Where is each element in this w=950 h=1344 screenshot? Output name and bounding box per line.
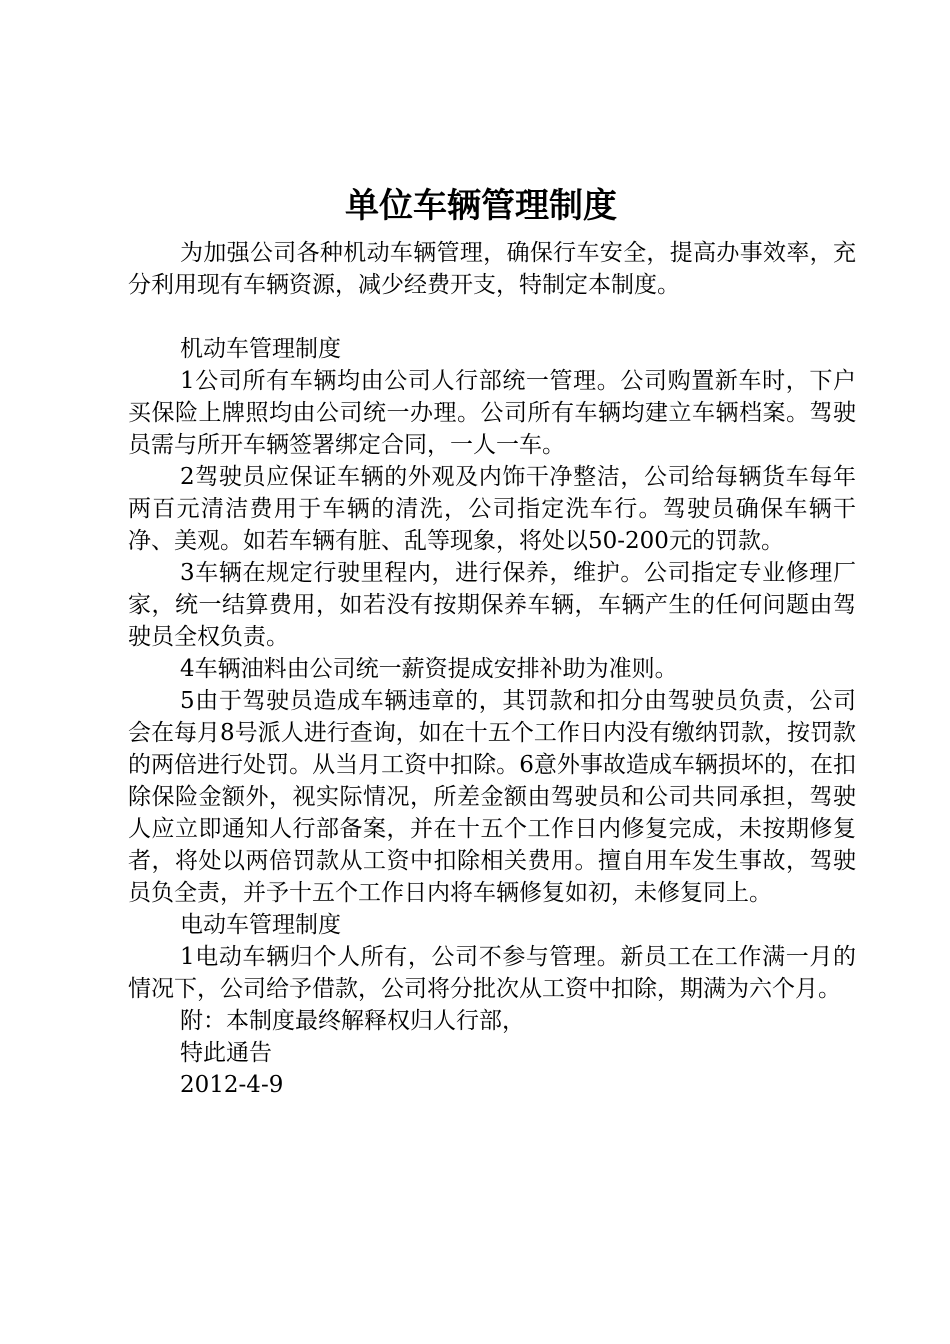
electric-rule-paragraph-1: 1电动车辆归个人所有，公司不参与管理。新员工在工作满一月的情况下，公司给予借款，公司将分批次从工资中扣除，期满为六个月。 <box>128 944 856 1002</box>
blank-line <box>128 301 856 333</box>
intro-paragraph: 为加强公司各种机动车辆管理，确保行车安全，提高办事效率，充分利用现有车辆资源，减少经费开支，特制定本制度。 <box>128 240 856 298</box>
section-heading-electric-vehicle: 电动车管理制度 <box>180 912 341 938</box>
section-heading-motor-vehicle: 机动车管理制度 <box>180 336 341 362</box>
rule-paragraph-1: 1公司所有车辆均由公司人行部统一管理。公司购置新车时，下户买保险上牌照均由公司统一办理。公司所有车辆均建立车辆档案。驾驶员需与所开车辆签署绑定合同，一人一车。 <box>128 368 856 458</box>
rule-paragraph-5-6: 5由于驾驶员造成车辆违章的，其罚款和扣分由驾驶员负责，公司会在每月8号派人进行查询，如在十五个工作日内没有缴纳罚款，按罚款的两倍进行处罚。从当月工资中扣除。6意外事故造成车辆损坏的，在扣除保险金额外，视实际情况，所差金额由驾驶员和公司共同承担，驾驶人应立即通知人行部备案，并在十五个工作日内修复完成，未按期修复者，将处以两倍罚款从工资中扣除相关费用。擅自用车发生事故，驾驶员负全责，并予十五个工作日内将车辆修复如初，未修复同上。 <box>128 688 856 906</box>
rule-paragraph-2: 2驾驶员应保证车辆的外观及内饰干净整洁，公司给每辆货车每年两百元清洁费用于车辆的清洗，公司指定洗车行。驾驶员确保车辆干净、美观。如若车辆有脏、乱等现象，将处以50-200元的罚款。 <box>128 464 856 554</box>
document-title: 单位车辆管理制度 <box>345 186 617 226</box>
notice-closing: 特此通告 <box>180 1040 272 1066</box>
document-body <box>128 237 856 1101</box>
document-date: 2012-4-9 <box>180 1072 284 1098</box>
appendix-note: 附：本制度最终解释权归人行部， <box>180 1008 525 1034</box>
rule-paragraph-3: 3车辆在规定行驶里程内，进行保养，维护。公司指定专业修理厂家，统一结算费用，如若没有按期保养车辆，车辆产生的任何问题由驾驶员全权负责。 <box>128 560 856 650</box>
rule-paragraph-4: 4车辆油料由公司统一薪资提成安排补助为准则。 <box>180 656 678 682</box>
